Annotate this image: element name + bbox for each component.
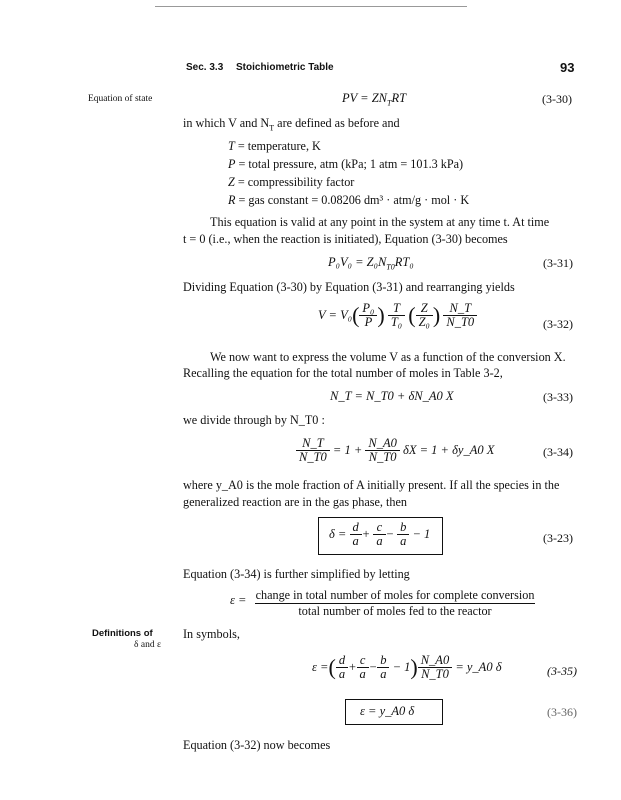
equation-3-36-box [345, 699, 443, 725]
equation-3-23-box [318, 517, 443, 555]
paragraph-7: Equation (3-32) now becomes [183, 738, 331, 752]
def-gas-constant: R = gas constant = 0.08206 dm³ · atm/g · mol · K [228, 193, 470, 207]
paragraph-6: Equation (3-34) is further simplified by letting [183, 567, 410, 581]
def-compressibility: Z = compressibility factor [228, 175, 355, 189]
equation-3-23: δ = $\frac{d}{a}$ + $\frac{c}{a}$ − $\frac{b}{a}$ − 1 [329, 520, 431, 548]
paragraph-3: We now want to express the volume V as a function of the conversion X. [210, 350, 566, 364]
equation-3-33-number: (3-33) [543, 390, 573, 404]
section-number: Sec. 3.3 [186, 62, 224, 73]
top-rule [155, 6, 467, 7]
equation-3-34: $\frac{N\_T}{N\_T0}$ = 1 + $\frac{N\_A0}{N\_T0}$ δX = 1 + δy_A0 X [296, 437, 494, 464]
in-symbols-text: In symbols, [183, 627, 240, 641]
equation-3-23-number: (3-23) [543, 531, 573, 545]
equation-3-32: V = V₀( $\frac{\text{P₀}}{P}$ ) $\frac{T}{\text{T₀}}$ ( $\frac{Z}{\text{Z₀}}$ ) $\frac{N\_T}{N\_T0}$ [318, 302, 477, 329]
epsilon-definition: change in total number of moles for complete conversion total number of moles fed to the reactor [255, 588, 535, 618]
paragraph-5b: generalized reaction are in the gas phase, then [183, 495, 408, 509]
equation-3-35: ε =( $\frac{d}{a}$ + $\frac{c}{a}$ − $\frac{b}{a}$ − 1) $\frac{N\_A0}{N\_T0}$ = y_A0 δ [312, 653, 502, 681]
paragraph-3b: Recalling the equation for the total number of moles in Table 3-2, [183, 366, 503, 380]
equation-3-31: $P_0V_0 = Z_0N_{T0}RT_0$ [328, 255, 414, 272]
equation-3-31-number: (3-31) [543, 256, 573, 270]
paragraph-5: where y_A0 is the mole fraction of A initially present. If all the species in the [183, 478, 560, 492]
paragraph-4: we divide through by N_T0 : [183, 413, 325, 427]
paragraph-1: This equation is valid at any point in the system at any time t. At time [210, 215, 550, 229]
page-number: 93 [560, 60, 575, 75]
equation-3-36: ε = y_A0 δ [360, 704, 415, 718]
equation-3-35-number: (3-35) [547, 664, 577, 678]
equation-3-30-number: (3-30) [542, 92, 572, 106]
equation-3-34-number: (3-34) [543, 445, 573, 459]
paragraph-1b: t = 0 (i.e., when the reaction is initiated), Equation (3-30) becomes [183, 232, 508, 246]
equation-3-30: PV = $ZN_TRT$ [342, 91, 407, 108]
margin-note-definitions: Definitions of [92, 628, 153, 639]
equation-3-36-number: (3-36) [547, 705, 577, 719]
equation-3-32-number: (3-32) [543, 317, 573, 331]
equation-3-33: N_T = N_T0 + δN_A0 X [330, 389, 454, 403]
section-title: Stoichiometric Table [236, 62, 334, 73]
margin-note-eq-state: Equation of state [88, 94, 153, 104]
paragraph-2: Dividing Equation (3-30) by Equation (3-31) and rearranging yields [183, 280, 515, 294]
intro-text: in which V and $N_T$ are defined as before and [183, 116, 400, 133]
def-pressure: P = total pressure, atm (kPa; 1 atm = 101.3 kPa) [228, 157, 464, 171]
epsilon-symbol: ε = [230, 593, 247, 607]
def-temperature: T = temperature, K [228, 139, 321, 153]
margin-note-defs-sub: δ and ε [134, 640, 161, 650]
